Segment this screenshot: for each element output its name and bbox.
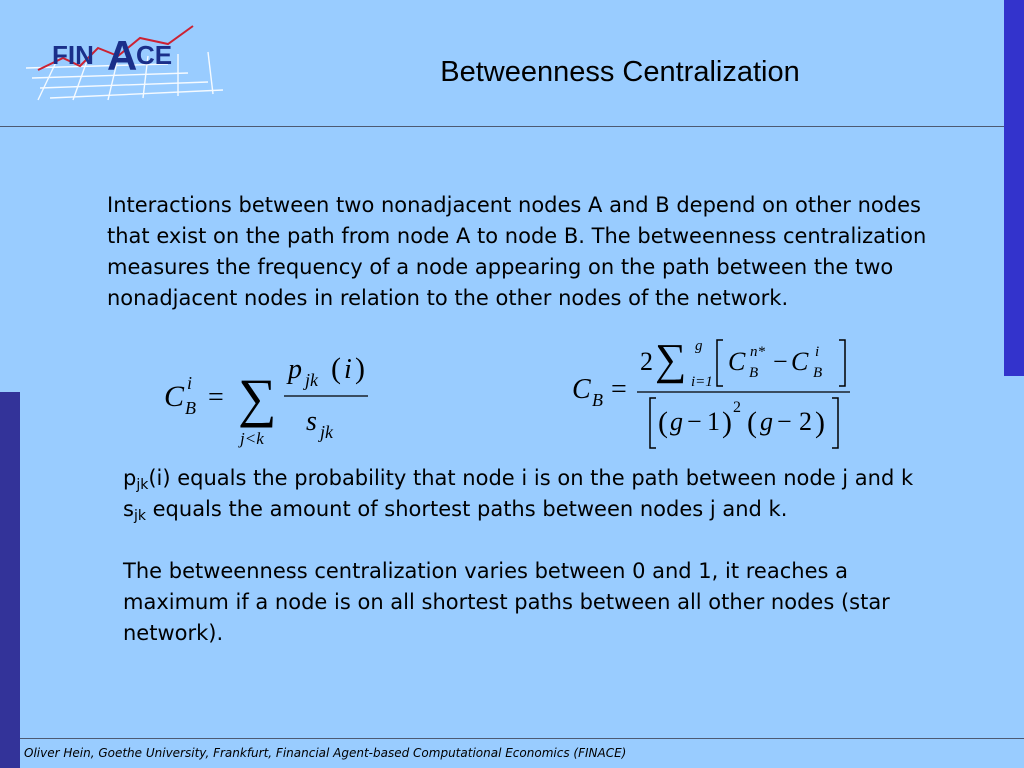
formula2-minus-1: −	[687, 407, 702, 436]
formula-paren-open: (	[331, 352, 341, 385]
formula2-paren-a: (	[658, 406, 668, 439]
definitions-block	[123, 463, 943, 649]
formula-num-p-sub: jk	[305, 370, 318, 390]
formula2-c1: C	[728, 347, 746, 376]
definition-p	[123, 463, 943, 494]
footer-credit: Oliver Hein, Goethe University, Frankfurt, Financial Agent-based Computational Economics (FINACE)	[24, 746, 627, 760]
p-subscript: jk	[136, 477, 149, 493]
formula2-sum-upper: g	[695, 338, 703, 354]
formula2-c2: C	[791, 347, 809, 376]
formula2-two-b: 2	[799, 407, 812, 436]
formula2-equals: =	[611, 374, 627, 405]
formula2-c1-sub: B	[749, 365, 759, 381]
formula2-minus-2: −	[777, 407, 792, 436]
s-definition-text: equals the amount of shortest paths between nodes j and k.	[145, 497, 788, 521]
formula2-den-bracket-close	[832, 398, 838, 448]
formula2-paren-c: (	[747, 406, 757, 439]
s-symbol: s	[123, 497, 134, 521]
formula-c-sup: i	[187, 373, 193, 393]
logo-text-a: A	[107, 32, 138, 79]
formula-paren-close: )	[355, 352, 365, 385]
s-subscript: jk	[133, 508, 146, 524]
formula2-c1-sup: n*	[750, 344, 765, 360]
formula2-bracket-open	[717, 340, 723, 386]
left-accent-bar	[0, 392, 20, 768]
logo-text-ce: CE	[136, 40, 173, 70]
formula2-exp: 2	[733, 399, 741, 416]
definition-s	[123, 494, 943, 525]
p-definition-text: (i) equals the probability that node i is on the path between node j and k	[148, 466, 914, 490]
centralization-formula	[565, 332, 865, 457]
formula2-one: 1	[707, 407, 720, 436]
formula2-bracket-close	[839, 340, 845, 386]
slide-title: Betweenness Centralization	[440, 56, 800, 88]
formula2-den-bracket-open	[650, 398, 656, 448]
footer-divider	[20, 738, 1024, 739]
formula2-g1: g	[670, 407, 683, 436]
formula-c: C	[164, 380, 185, 413]
intro-paragraph: Interactions between two nonadjacent nodes A and B depend on other nodes that exist on the path from node A to node B. The betweenness centralization measures the frequency of a node appearing on the path between the two nonadjacent nodes in relation to the other nodes of the network.	[107, 193, 927, 310]
formula-sigma: ∑	[238, 368, 277, 428]
finace-logo	[18, 18, 240, 104]
formula2-sigma: ∑	[655, 335, 687, 384]
formula2-c: C	[572, 374, 591, 405]
right-accent-bar	[1004, 0, 1024, 376]
formula2-g2: g	[760, 407, 773, 436]
formula2-sum-lower: i=1	[691, 374, 713, 390]
formula-num-arg: i	[344, 354, 352, 385]
formula-c-sub: B	[185, 398, 196, 418]
header-divider	[0, 126, 1004, 127]
formula-num-p: p	[288, 354, 302, 385]
logo-text-fin: FIN	[52, 40, 94, 70]
formula2-two: 2	[640, 347, 653, 376]
range-note: The betweenness centralization varies between 0 and 1, it reaches a maximum if a node is on all shortest paths between all other nodes (star network).	[123, 559, 890, 645]
formula2-paren-d: )	[815, 406, 825, 439]
formula2-c2-sup: i	[815, 344, 820, 360]
formula-equals: =	[208, 382, 224, 413]
p-symbol: p	[123, 466, 137, 490]
formula2-c2-sub: B	[813, 365, 823, 381]
formula2-minus: −	[773, 347, 788, 376]
formula-den-s: s	[306, 406, 317, 437]
formula2-paren-b: )	[722, 406, 732, 439]
formula-sum-index: j<k	[240, 429, 264, 448]
betweenness-formula	[160, 344, 390, 456]
formula-den-s-sub: jk	[320, 422, 333, 442]
formula2-c-sub: B	[592, 390, 603, 410]
